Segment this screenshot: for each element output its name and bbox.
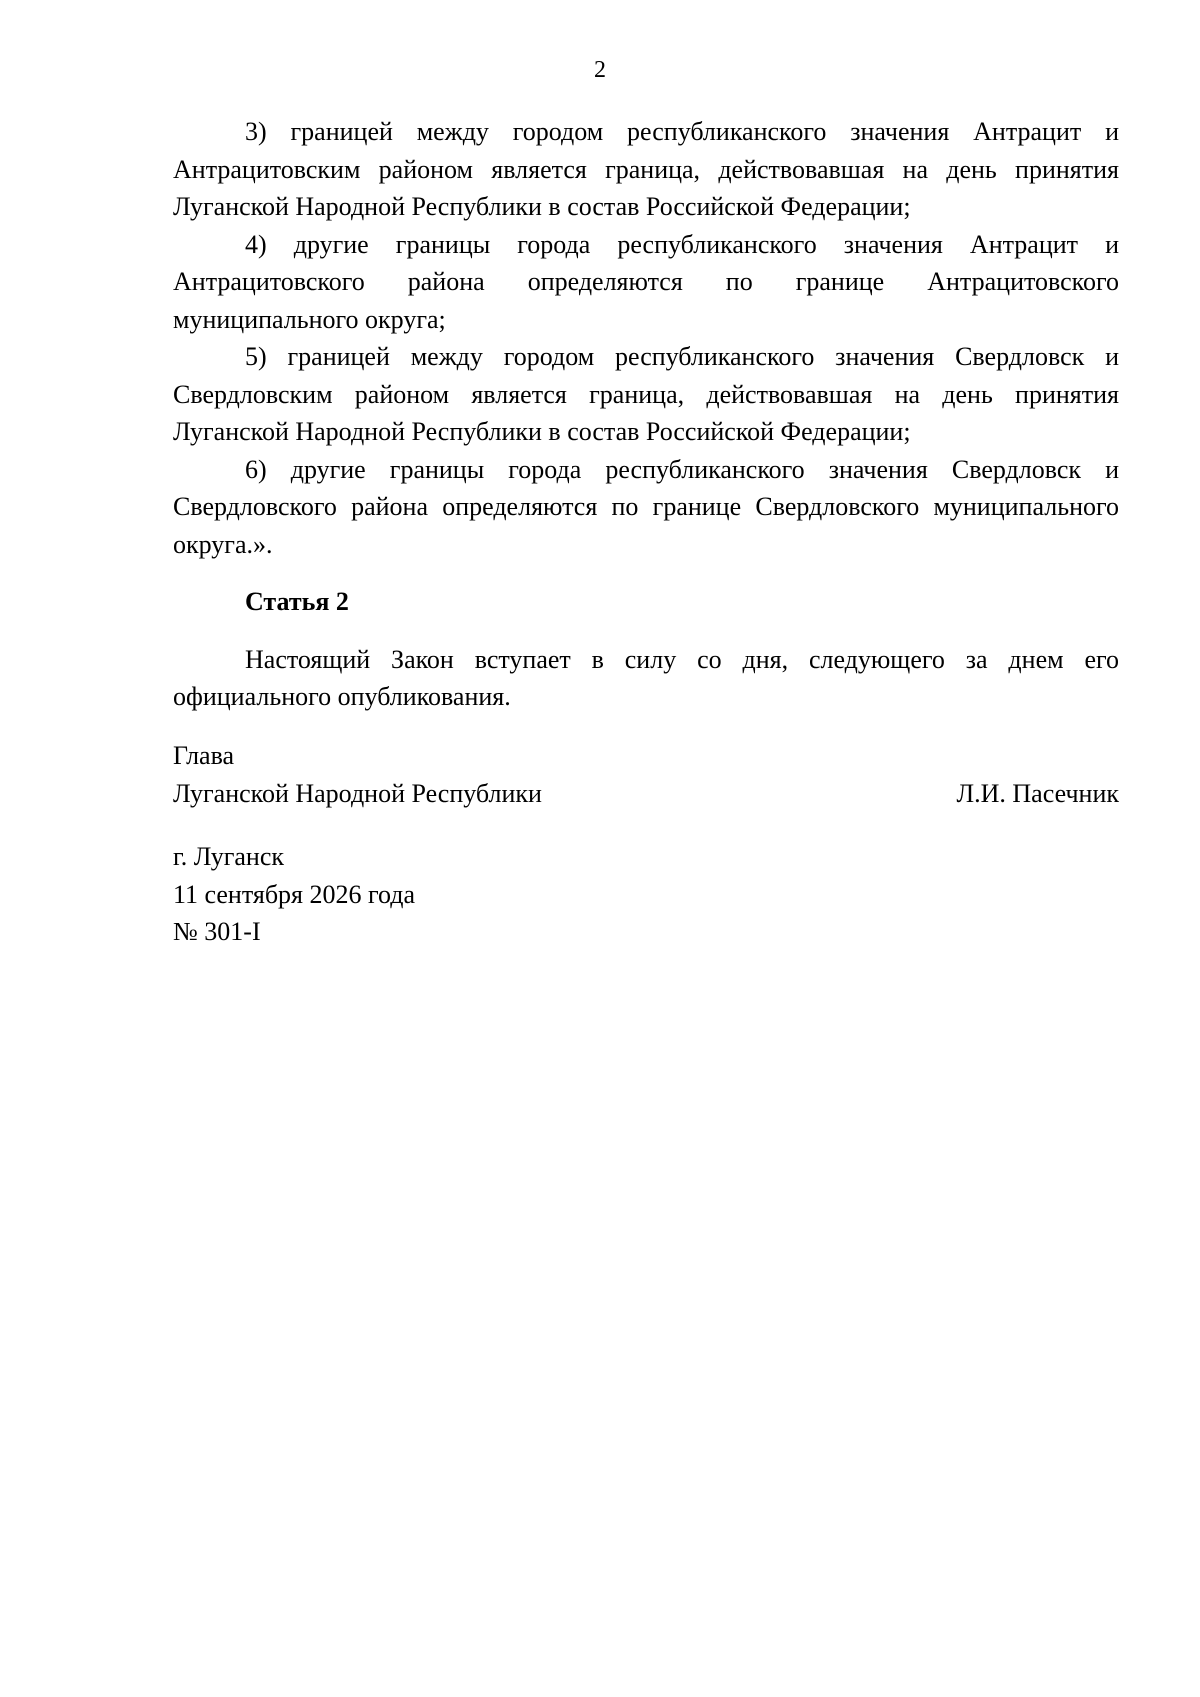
signature-organization: Луганской Народной Республики [173, 778, 542, 808]
signature-title: Глава [173, 741, 235, 770]
signature-title-line1 [173, 737, 1119, 775]
article-text: Настоящий Закон вступает в силу со дня, следующего за днем его официального опубликования. [173, 644, 1119, 711]
list-item-5: 5) границей между городом республиканского значения Свердловск и Свердловским районом является граница, действовавшая на день принятия Луганской Народной Республики в состав Российской Федерации; [173, 342, 1119, 446]
list-item-6: 6) другие границы города республиканского значения Свердловск и Свердловского района определяются по границе Свердловского муниципального округа.». [173, 454, 1119, 559]
list-item-4: 4) другие границы города республиканского значения Антрацит и Антрацитовского района определяются по границе Антрацитовского муниципального округа; [173, 229, 1119, 334]
page-number: 2 [594, 57, 606, 83]
document-footer [173, 838, 773, 951]
signature-title-line2 [173, 775, 1119, 813]
signatory-name: Л.И. Пасечник [956, 778, 1119, 808]
signature-block [173, 737, 1119, 812]
document-body [173, 113, 1119, 716]
list-item-3: 3) границей между городом республиканского значения Антрацит и Антрацитовским районом является граница, действовавшая на день принятия Луганской Народной Республики в состав Российской Федерации; [173, 117, 1119, 221]
article-heading: Статья 2 [245, 587, 349, 616]
document-city: г. Луганск [173, 842, 285, 871]
document-number: № 301-I [173, 917, 261, 946]
document-date: 11 сентября 2026 года [173, 879, 416, 909]
